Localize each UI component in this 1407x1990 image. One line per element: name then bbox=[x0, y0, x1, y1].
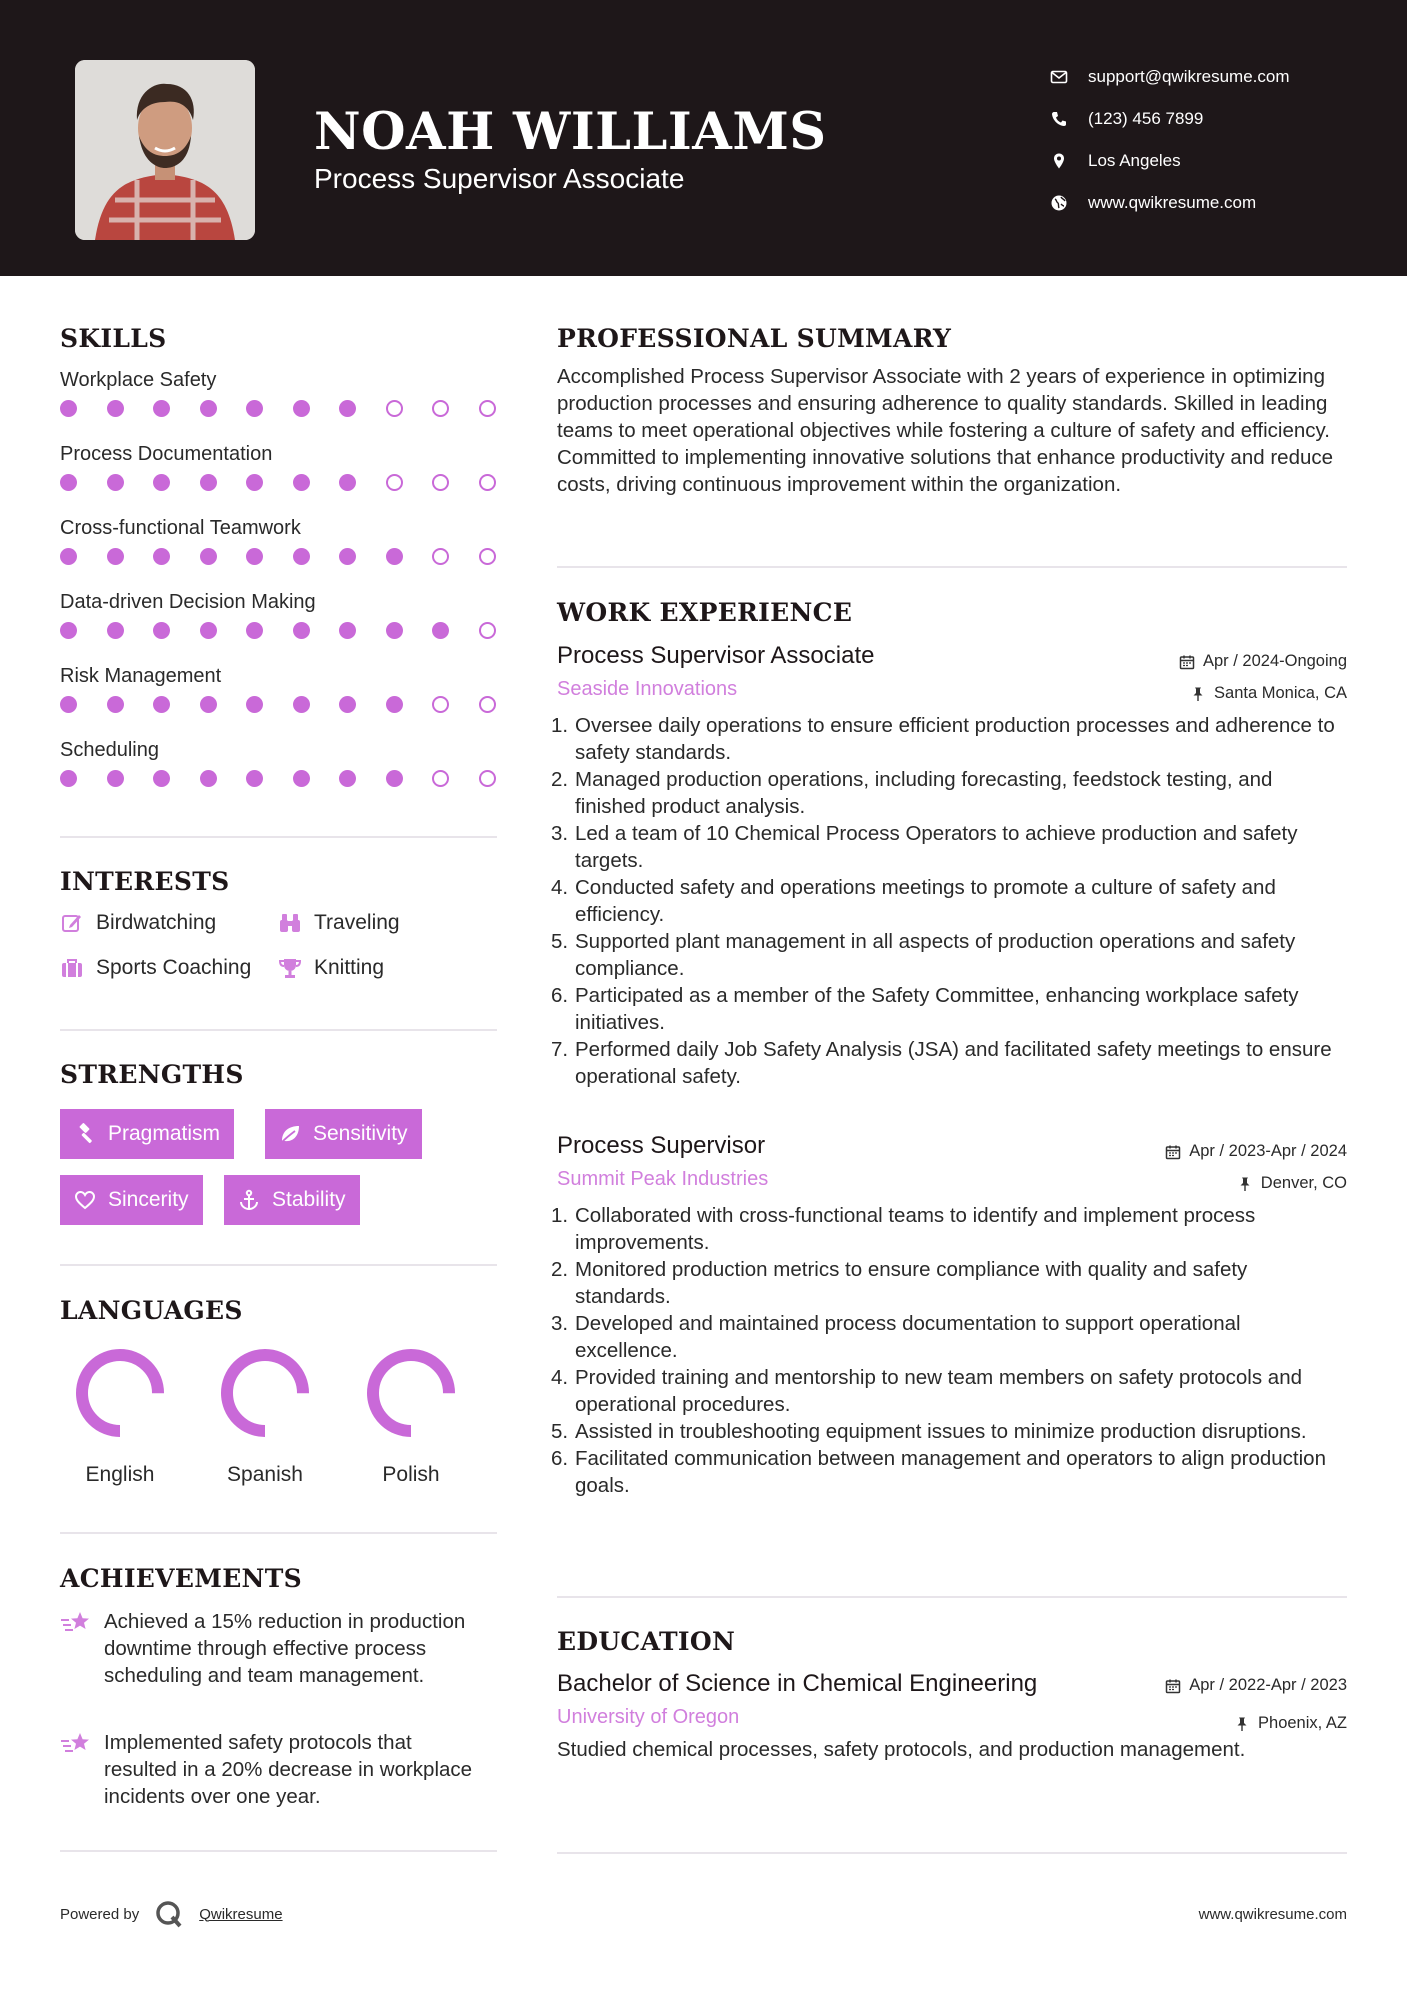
section-divider bbox=[557, 566, 1347, 568]
language-item bbox=[346, 1347, 476, 1487]
rating-dot-filled bbox=[200, 622, 217, 639]
rating-dot-filled bbox=[386, 770, 403, 787]
duty-item: 3. Led a team of 10 Chemical Process Operators to achieve production and safety targets. bbox=[551, 822, 1298, 872]
strength-tag bbox=[265, 1109, 422, 1159]
shooting-star-icon bbox=[60, 1731, 92, 1757]
rating-dot-filled bbox=[60, 400, 77, 417]
binoculars-icon bbox=[278, 911, 302, 935]
rating-dot-filled bbox=[153, 548, 170, 565]
rating-dot-empty bbox=[432, 696, 449, 713]
skill-rating bbox=[60, 690, 497, 736]
footer-powered-by bbox=[60, 1898, 283, 1930]
job-title: Process Supervisor Associate bbox=[557, 642, 875, 669]
powered-by-label: Powered by bbox=[60, 1905, 140, 1923]
section-divider bbox=[60, 836, 497, 838]
interest-item bbox=[60, 911, 216, 935]
job-duties bbox=[551, 712, 1347, 1090]
languages-title: LANGUAGES bbox=[60, 1296, 243, 1325]
rating-dot-filled bbox=[107, 400, 124, 417]
language-ring bbox=[365, 1347, 457, 1439]
rating-dot-filled bbox=[339, 474, 356, 491]
interest-label: Traveling bbox=[314, 911, 400, 934]
rating-dot-filled bbox=[153, 770, 170, 787]
skill-item bbox=[60, 514, 497, 588]
suitcase-icon bbox=[60, 956, 84, 980]
rating-dot-empty bbox=[432, 770, 449, 787]
rating-dot-filled bbox=[246, 548, 263, 565]
rating-dot-filled bbox=[293, 474, 310, 491]
envelope-icon bbox=[1050, 68, 1068, 86]
pushpin-icon bbox=[1237, 1176, 1253, 1192]
rating-dot-empty bbox=[479, 474, 496, 491]
skill-item bbox=[60, 366, 497, 440]
job-company: Seaside Innovations bbox=[557, 678, 738, 700]
education-title: EDUCATION bbox=[557, 1627, 736, 1656]
gavel-icon bbox=[74, 1123, 96, 1145]
leaf-icon bbox=[279, 1123, 301, 1145]
rating-dot-filled bbox=[246, 770, 263, 787]
duty-item: 5. Supported plant management in all aspects of production operations and safety compliance. bbox=[551, 930, 1296, 980]
anchor-icon bbox=[238, 1189, 260, 1211]
contact-website-text: www.qwikresume.com bbox=[1088, 193, 1257, 212]
summary-title: PROFESSIONAL SUMMARY bbox=[557, 324, 952, 353]
brand-link[interactable]: Qwikresume bbox=[199, 1905, 283, 1923]
rating-dot-filled bbox=[153, 696, 170, 713]
duty-item: 3. Developed and maintained process documentation to support operational excellence. bbox=[551, 1312, 1241, 1362]
rating-dot-filled bbox=[293, 400, 310, 417]
skill-item bbox=[60, 440, 497, 514]
contact-phone-text: (123) 456 7899 bbox=[1088, 109, 1204, 128]
skills-title: SKILLS bbox=[60, 324, 167, 353]
rating-dot-empty bbox=[386, 400, 403, 417]
interest-label: Birdwatching bbox=[96, 911, 217, 934]
candidate-role: Process Supervisor Associate bbox=[314, 163, 685, 194]
rating-dot-filled bbox=[153, 474, 170, 491]
candidate-name: NOAH WILLIAMS bbox=[314, 102, 827, 162]
achievements-title: ACHIEVEMENTS bbox=[60, 1564, 302, 1593]
education-section bbox=[557, 1627, 1347, 1656]
language-label: English bbox=[85, 1463, 155, 1486]
rating-dot-empty bbox=[479, 696, 496, 713]
contact-list bbox=[1050, 56, 1290, 224]
rating-dot-filled bbox=[153, 400, 170, 417]
skill-rating bbox=[60, 468, 497, 514]
contact-phone[interactable] bbox=[1050, 98, 1290, 140]
skill-rating bbox=[60, 616, 497, 662]
job-dates bbox=[1179, 652, 1347, 671]
rating-dot-filled bbox=[200, 696, 217, 713]
summary-text: Accomplished Process Supervisor Associate with 2 years of experience in optimizing production processes and ensuring adherence to quality standards. Skilled in leading teams to meet operational objectives while fostering a culture of safety and efficiency. Committed to implementing innovative solutions that enhance productivity and reduce costs, driving continuous improvement within the organization. bbox=[557, 365, 1334, 496]
job-location-text: Denver, CO bbox=[1260, 1174, 1347, 1192]
calendar-icon bbox=[1179, 654, 1195, 670]
skills-list bbox=[60, 366, 497, 810]
skill-name: Scheduling bbox=[60, 739, 159, 761]
job-location bbox=[1190, 684, 1347, 703]
rating-dot-empty bbox=[432, 400, 449, 417]
rating-dot-filled bbox=[339, 622, 356, 639]
interest-label: Sports Coaching bbox=[96, 956, 252, 979]
education-description: Studied chemical processes, safety protocols, and production management. bbox=[557, 1738, 1246, 1761]
job-entry bbox=[551, 642, 1347, 1090]
strength-tag bbox=[60, 1109, 234, 1159]
contact-location bbox=[1050, 140, 1290, 182]
education-location bbox=[1234, 1714, 1347, 1733]
duty-item: 6. Participated as a member of the Safety Committee, enhancing workplace safety initiatives. bbox=[551, 984, 1299, 1034]
calendar-icon bbox=[1165, 1678, 1181, 1694]
skill-item bbox=[60, 588, 497, 662]
rating-dot-filled bbox=[293, 770, 310, 787]
language-item bbox=[200, 1347, 330, 1487]
rating-dot-empty bbox=[479, 770, 496, 787]
education-location-text: Phoenix, AZ bbox=[1258, 1714, 1347, 1732]
rating-dot-filled bbox=[293, 548, 310, 565]
duty-item: 2. Managed production operations, including forecasting, feedstock testing, and finished product analysis. bbox=[551, 768, 1273, 818]
duty-item: 2. Monitored production metrics to ensure compliance with quality and safety standards. bbox=[551, 1258, 1248, 1308]
duty-item: 1. Collaborated with cross-functional teams to identify and implement process improvements. bbox=[551, 1204, 1256, 1254]
rating-dot-filled bbox=[432, 622, 449, 639]
strength-label: Stability bbox=[272, 1188, 346, 1211]
section-divider bbox=[557, 1596, 1347, 1598]
rating-dot-filled bbox=[200, 548, 217, 565]
section-divider bbox=[60, 1532, 497, 1534]
strength-label: Pragmatism bbox=[108, 1122, 221, 1145]
rating-dot-filled bbox=[153, 622, 170, 639]
degree-title: Bachelor of Science in Chemical Engineering bbox=[557, 1670, 1038, 1697]
duty-item: 6. Facilitated communication between management and operators to align production goals. bbox=[551, 1447, 1326, 1497]
heart-icon bbox=[74, 1189, 96, 1211]
rating-dot-empty bbox=[479, 548, 496, 565]
rating-dot-filled bbox=[107, 770, 124, 787]
skill-item bbox=[60, 662, 497, 736]
rating-dot-filled bbox=[246, 696, 263, 713]
shooting-star-icon bbox=[60, 1610, 92, 1636]
rating-dot-filled bbox=[60, 696, 77, 713]
language-label: Polish bbox=[382, 1463, 440, 1486]
pushpin-icon bbox=[1234, 1716, 1250, 1732]
job-location bbox=[1237, 1174, 1347, 1193]
job-company: Summit Peak Industries bbox=[557, 1168, 769, 1190]
strength-tag bbox=[224, 1175, 360, 1225]
job-duties bbox=[551, 1202, 1347, 1499]
globe-icon bbox=[1050, 194, 1068, 212]
achievement-item bbox=[60, 1608, 484, 1689]
section-divider bbox=[60, 1264, 497, 1266]
strength-label: Sincerity bbox=[108, 1188, 189, 1211]
experience-title: WORK EXPERIENCE bbox=[557, 598, 853, 627]
rating-dot-filled bbox=[60, 770, 77, 787]
rating-dot-empty bbox=[386, 474, 403, 491]
achievement-text: Achieved a 15% reduction in production downtime through effective process scheduling and team management. bbox=[104, 1610, 466, 1687]
rating-dot-filled bbox=[386, 696, 403, 713]
footer-url[interactable]: www.qwikresume.com bbox=[1198, 1906, 1347, 1923]
skill-item bbox=[60, 736, 497, 810]
duty-item: 4. Conducted safety and operations meetings to promote a culture of safety and efficiency. bbox=[551, 876, 1276, 926]
contact-email-text: support@qwikresume.com bbox=[1088, 67, 1290, 86]
rating-dot-empty bbox=[479, 400, 496, 417]
skill-name: Risk Management bbox=[60, 665, 222, 687]
language-ring bbox=[74, 1347, 166, 1439]
language-ring bbox=[219, 1347, 311, 1439]
phone-icon bbox=[1050, 110, 1068, 128]
education-entry bbox=[557, 1670, 1347, 1763]
interest-item bbox=[278, 911, 400, 935]
contact-email[interactable] bbox=[1050, 56, 1290, 98]
resume-header bbox=[0, 0, 1407, 276]
duty-item: 1. Oversee daily operations to ensure efficient production processes and adherence to safety standards. bbox=[551, 714, 1335, 764]
rating-dot-filled bbox=[246, 474, 263, 491]
duty-item: 4. Provided training and mentorship to new team members on safety protocols and operational procedures. bbox=[551, 1366, 1302, 1416]
rating-dot-filled bbox=[60, 474, 77, 491]
skill-name: Data-driven Decision Making bbox=[60, 591, 316, 613]
skill-rating bbox=[60, 394, 497, 440]
job-title: Process Supervisor bbox=[557, 1132, 766, 1159]
education-dates-text: Apr / 2022-Apr / 2023 bbox=[1189, 1676, 1347, 1694]
map-pin-icon bbox=[1050, 152, 1068, 170]
skill-name: Process Documentation bbox=[60, 443, 273, 465]
rating-dot-filled bbox=[293, 622, 310, 639]
profile-photo bbox=[75, 60, 255, 240]
rating-dot-filled bbox=[60, 548, 77, 565]
interests-title: INTERESTS bbox=[60, 867, 230, 896]
contact-website[interactable] bbox=[1050, 182, 1290, 224]
achievement-item bbox=[60, 1729, 484, 1810]
rating-dot-filled bbox=[386, 548, 403, 565]
rating-dot-filled bbox=[339, 400, 356, 417]
rating-dot-filled bbox=[246, 622, 263, 639]
skill-name: Workplace Safety bbox=[60, 369, 217, 391]
rating-dot-filled bbox=[386, 622, 403, 639]
rating-dot-filled bbox=[60, 622, 77, 639]
rating-dot-empty bbox=[479, 622, 496, 639]
qwikresume-logo-icon bbox=[153, 1898, 185, 1930]
job-dates-text: Apr / 2023-Apr / 2024 bbox=[1189, 1142, 1347, 1160]
language-label: Spanish bbox=[227, 1463, 303, 1486]
interest-item bbox=[60, 956, 251, 980]
rating-dot-empty bbox=[432, 474, 449, 491]
strengths-title: STRENGTHS bbox=[60, 1060, 244, 1089]
strength-label: Sensitivity bbox=[313, 1122, 408, 1145]
rating-dot-filled bbox=[200, 400, 217, 417]
rating-dot-filled bbox=[246, 400, 263, 417]
section-divider bbox=[557, 1852, 1347, 1854]
job-location-text: Santa Monica, CA bbox=[1214, 684, 1347, 702]
rating-dot-filled bbox=[339, 548, 356, 565]
rating-dot-filled bbox=[200, 474, 217, 491]
duty-item: 7. Performed daily Job Safety Analysis (JSA) and facilitated safety meetings to ensure operational safety. bbox=[551, 1038, 1332, 1088]
rating-dot-filled bbox=[107, 548, 124, 565]
school-name: University of Oregon bbox=[557, 1706, 740, 1728]
rating-dot-filled bbox=[339, 770, 356, 787]
strength-tag bbox=[60, 1175, 203, 1225]
rating-dot-filled bbox=[107, 696, 124, 713]
achievement-text: Implemented safety protocols that resulted in a 20% decrease in workplace incidents over one year. bbox=[104, 1731, 473, 1808]
rating-dot-filled bbox=[293, 696, 310, 713]
section-divider bbox=[60, 1850, 497, 1852]
job-dates bbox=[1165, 1142, 1347, 1161]
interest-item bbox=[278, 956, 384, 980]
trophy-icon bbox=[278, 956, 302, 980]
rating-dot-filled bbox=[200, 770, 217, 787]
skill-name: Cross-functional Teamwork bbox=[60, 517, 301, 539]
job-dates-text: Apr / 2024-Ongoing bbox=[1202, 652, 1347, 670]
interest-label: Knitting bbox=[314, 956, 385, 979]
duty-item: 5. Assisted in troubleshooting equipment issues to minimize production disruptions. bbox=[551, 1420, 1307, 1443]
summary-section bbox=[557, 324, 1347, 498]
calendar-icon bbox=[1165, 1144, 1181, 1160]
rating-dot-filled bbox=[107, 622, 124, 639]
skill-rating bbox=[60, 764, 497, 810]
rating-dot-empty bbox=[432, 548, 449, 565]
pushpin-icon bbox=[1190, 686, 1206, 702]
contact-location-text: Los Angeles bbox=[1088, 151, 1181, 170]
rating-dot-filled bbox=[339, 696, 356, 713]
language-item bbox=[55, 1347, 185, 1487]
experience-section bbox=[557, 598, 1347, 627]
section-divider bbox=[60, 1029, 497, 1031]
pencil-square-icon bbox=[60, 911, 84, 935]
education-dates bbox=[1165, 1676, 1347, 1695]
job-entry bbox=[551, 1132, 1347, 1499]
skill-rating bbox=[60, 542, 497, 588]
rating-dot-filled bbox=[107, 474, 124, 491]
